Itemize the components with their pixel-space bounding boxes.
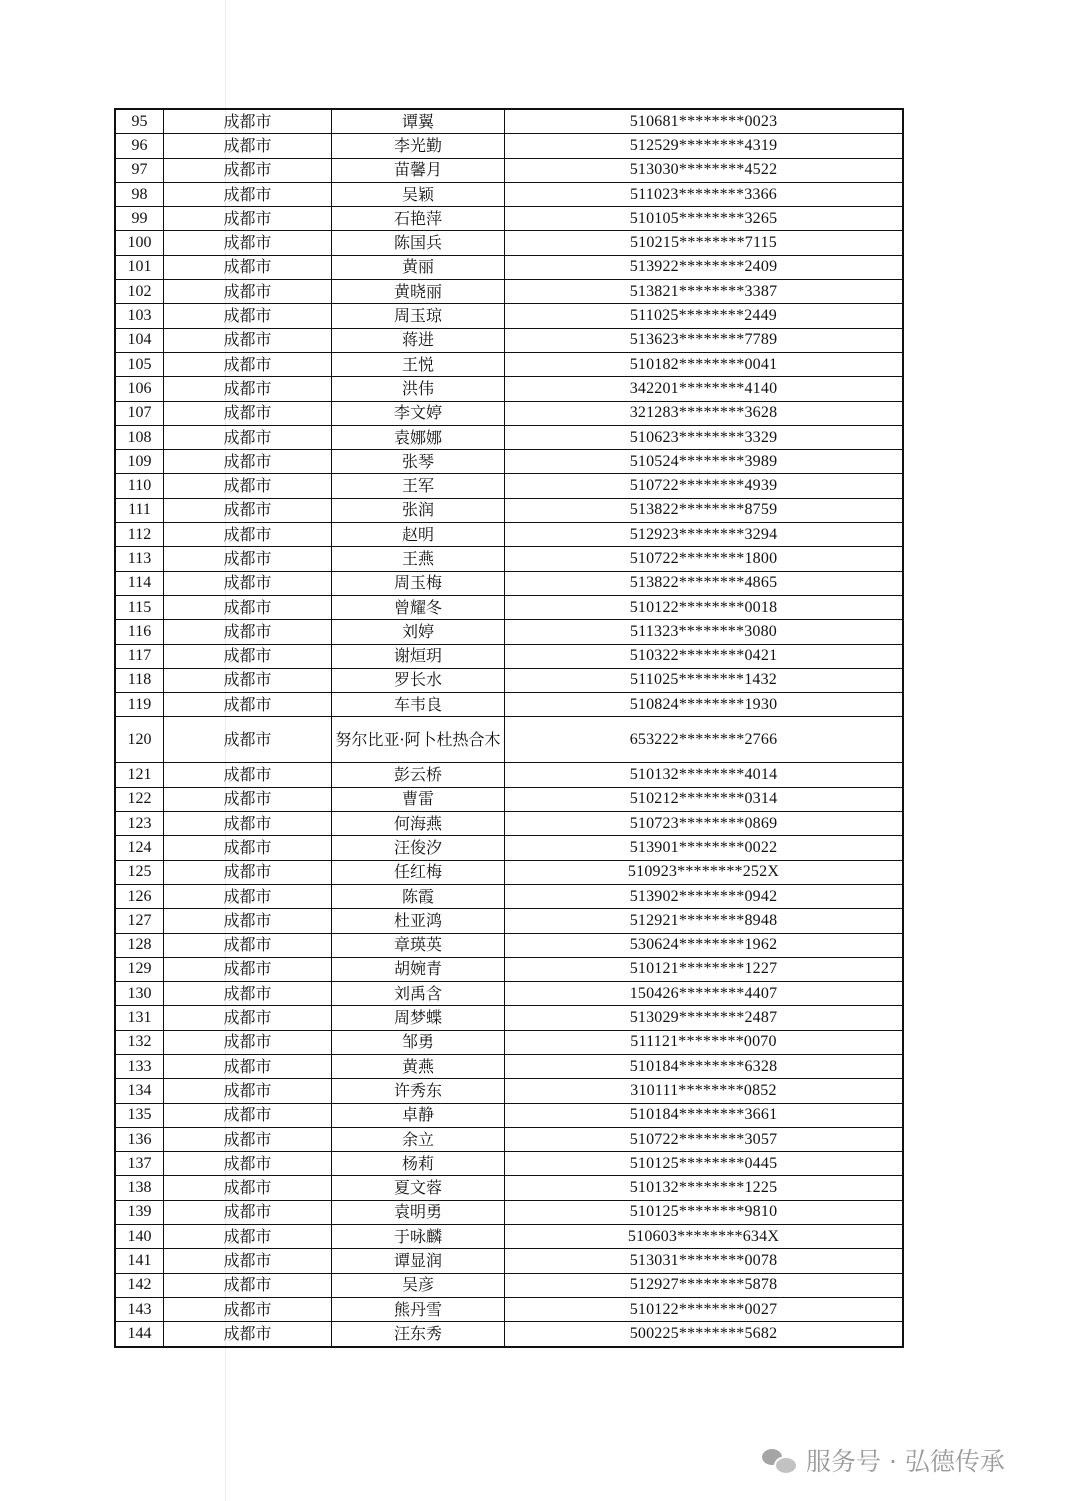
row-city: 成都市 xyxy=(164,425,332,449)
row-city: 成都市 xyxy=(164,547,332,571)
watermark xyxy=(762,1440,1005,1480)
row-number: 142 xyxy=(115,1273,164,1297)
row-name: 曹雷 xyxy=(332,787,505,811)
row-city: 成都市 xyxy=(164,595,332,619)
row-name: 夏文蓉 xyxy=(332,1176,505,1200)
row-city: 成都市 xyxy=(164,836,332,860)
row-name: 袁明勇 xyxy=(332,1200,505,1224)
row-number: 109 xyxy=(115,450,164,474)
table-row xyxy=(115,1079,903,1103)
row-id-number: 510824********1930 xyxy=(505,693,904,717)
row-city: 成都市 xyxy=(164,1127,332,1151)
row-city: 成都市 xyxy=(164,620,332,644)
row-number: 137 xyxy=(115,1152,164,1176)
table-row xyxy=(115,328,903,352)
row-city: 成都市 xyxy=(164,933,332,957)
row-id-number: 510623********3329 xyxy=(505,425,904,449)
row-number: 119 xyxy=(115,693,164,717)
row-name: 谭显润 xyxy=(332,1249,505,1273)
row-city: 成都市 xyxy=(164,158,332,182)
row-city: 成都市 xyxy=(164,401,332,425)
row-number: 102 xyxy=(115,280,164,304)
table-row xyxy=(115,1054,903,1078)
row-city: 成都市 xyxy=(164,571,332,595)
row-id-number: 510182********0041 xyxy=(505,352,904,376)
row-name: 何海燕 xyxy=(332,812,505,836)
table-row xyxy=(115,644,903,668)
row-number: 115 xyxy=(115,595,164,619)
row-number: 132 xyxy=(115,1030,164,1054)
row-name: 谢烜玥 xyxy=(332,644,505,668)
table-row xyxy=(115,1322,903,1347)
row-number: 117 xyxy=(115,644,164,668)
row-city: 成都市 xyxy=(164,1006,332,1030)
table-row xyxy=(115,547,903,571)
row-id-number: 513623********7789 xyxy=(505,328,904,352)
row-city: 成都市 xyxy=(164,693,332,717)
row-id-number: 500225********5682 xyxy=(505,1322,904,1347)
row-number: 134 xyxy=(115,1079,164,1103)
row-number: 110 xyxy=(115,474,164,498)
row-name: 章瑛英 xyxy=(332,933,505,957)
row-name: 黄丽 xyxy=(332,255,505,279)
table-row xyxy=(115,717,903,763)
row-number: 95 xyxy=(115,109,164,134)
table-row xyxy=(115,1249,903,1273)
row-city: 成都市 xyxy=(164,1273,332,1297)
table-row xyxy=(115,182,903,206)
row-name: 石艳萍 xyxy=(332,207,505,231)
row-number: 105 xyxy=(115,352,164,376)
row-id-number: 513031********0078 xyxy=(505,1249,904,1273)
row-number: 124 xyxy=(115,836,164,860)
row-name: 汪东秀 xyxy=(332,1322,505,1347)
row-name: 杨莉 xyxy=(332,1152,505,1176)
row-number: 113 xyxy=(115,547,164,571)
table-row xyxy=(115,982,903,1006)
table-row xyxy=(115,255,903,279)
row-id-number: 653222********2766 xyxy=(505,717,904,763)
table-row xyxy=(115,933,903,957)
row-number: 128 xyxy=(115,933,164,957)
row-city: 成都市 xyxy=(164,1322,332,1347)
row-city: 成都市 xyxy=(164,1200,332,1224)
row-name: 许秀东 xyxy=(332,1079,505,1103)
row-name: 苗馨月 xyxy=(332,158,505,182)
table-row xyxy=(115,231,903,255)
row-name: 汪俊汐 xyxy=(332,836,505,860)
row-name: 袁娜娜 xyxy=(332,425,505,449)
table-row xyxy=(115,474,903,498)
row-name: 周玉梅 xyxy=(332,571,505,595)
row-number: 98 xyxy=(115,182,164,206)
row-name: 刘禹含 xyxy=(332,982,505,1006)
row-id-number: 510184********3661 xyxy=(505,1103,904,1127)
table-row xyxy=(115,450,903,474)
row-id-number: 510215********7115 xyxy=(505,231,904,255)
row-name: 赵明 xyxy=(332,523,505,547)
row-city: 成都市 xyxy=(164,304,332,328)
row-city: 成都市 xyxy=(164,1054,332,1078)
table-row xyxy=(115,957,903,981)
row-id-number: 511323********3080 xyxy=(505,620,904,644)
row-name: 蒋进 xyxy=(332,328,505,352)
table-row xyxy=(115,280,903,304)
row-id-number: 513822********8759 xyxy=(505,498,904,522)
table-row xyxy=(115,836,903,860)
roster-table-body xyxy=(115,109,903,1347)
row-number: 130 xyxy=(115,982,164,1006)
table-row xyxy=(115,1176,903,1200)
row-id-number: 513030********4522 xyxy=(505,158,904,182)
row-id-number: 321283********3628 xyxy=(505,401,904,425)
row-city: 成都市 xyxy=(164,860,332,884)
row-id-number: 511025********1432 xyxy=(505,668,904,692)
roster-table xyxy=(114,108,904,1348)
row-id-number: 342201********4140 xyxy=(505,377,904,401)
row-id-number: 511121********0070 xyxy=(505,1030,904,1054)
row-number: 120 xyxy=(115,717,164,763)
row-id-number: 510722********4939 xyxy=(505,474,904,498)
row-name: 黄燕 xyxy=(332,1054,505,1078)
table-row xyxy=(115,787,903,811)
row-id-number: 510122********0027 xyxy=(505,1297,904,1321)
row-id-number: 513822********4865 xyxy=(505,571,904,595)
row-id-number: 510125********9810 xyxy=(505,1200,904,1224)
row-id-number: 513901********0022 xyxy=(505,836,904,860)
table-row xyxy=(115,1152,903,1176)
table-row xyxy=(115,304,903,328)
row-number: 126 xyxy=(115,884,164,908)
row-name: 余立 xyxy=(332,1127,505,1151)
row-number: 99 xyxy=(115,207,164,231)
row-id-number: 513029********2487 xyxy=(505,1006,904,1030)
row-id-number: 510524********3989 xyxy=(505,450,904,474)
table-row xyxy=(115,668,903,692)
row-id-number: 310111********0852 xyxy=(505,1079,904,1103)
row-name: 努尔比亚·阿卜杜热合木 xyxy=(332,717,505,763)
row-name: 车韦良 xyxy=(332,693,505,717)
row-number: 121 xyxy=(115,763,164,787)
table-row xyxy=(115,352,903,376)
row-id-number: 510722********3057 xyxy=(505,1127,904,1151)
table-row xyxy=(115,595,903,619)
row-number: 116 xyxy=(115,620,164,644)
row-number: 118 xyxy=(115,668,164,692)
table-row xyxy=(115,134,903,158)
row-id-number: 512921********8948 xyxy=(505,909,904,933)
row-city: 成都市 xyxy=(164,644,332,668)
row-name: 胡婉青 xyxy=(332,957,505,981)
row-number: 114 xyxy=(115,571,164,595)
row-name: 刘婷 xyxy=(332,620,505,644)
row-number: 107 xyxy=(115,401,164,425)
table-row xyxy=(115,523,903,547)
row-number: 104 xyxy=(115,328,164,352)
table-row xyxy=(115,109,903,134)
row-number: 138 xyxy=(115,1176,164,1200)
row-city: 成都市 xyxy=(164,377,332,401)
row-id-number: 510923********252X xyxy=(505,860,904,884)
table-row xyxy=(115,812,903,836)
row-name: 王悦 xyxy=(332,352,505,376)
row-name: 洪伟 xyxy=(332,377,505,401)
row-id-number: 510132********1225 xyxy=(505,1176,904,1200)
row-city: 成都市 xyxy=(164,231,332,255)
table-row xyxy=(115,401,903,425)
row-id-number: 510722********1800 xyxy=(505,547,904,571)
row-number: 135 xyxy=(115,1103,164,1127)
row-city: 成都市 xyxy=(164,1030,332,1054)
row-number: 136 xyxy=(115,1127,164,1151)
row-id-number: 510322********0421 xyxy=(505,644,904,668)
row-number: 112 xyxy=(115,523,164,547)
wechat-icon xyxy=(762,1447,796,1473)
row-id-number: 512529********4319 xyxy=(505,134,904,158)
row-city: 成都市 xyxy=(164,812,332,836)
row-name: 周玉琼 xyxy=(332,304,505,328)
row-city: 成都市 xyxy=(164,182,332,206)
row-name: 王军 xyxy=(332,474,505,498)
row-number: 106 xyxy=(115,377,164,401)
row-city: 成都市 xyxy=(164,352,332,376)
row-number: 143 xyxy=(115,1297,164,1321)
row-name: 周梦蝶 xyxy=(332,1006,505,1030)
row-number: 125 xyxy=(115,860,164,884)
row-number: 103 xyxy=(115,304,164,328)
row-id-number: 510723********0869 xyxy=(505,812,904,836)
row-id-number: 510212********0314 xyxy=(505,787,904,811)
row-city: 成都市 xyxy=(164,109,332,134)
table-row xyxy=(115,909,903,933)
row-id-number: 513922********2409 xyxy=(505,255,904,279)
row-number: 100 xyxy=(115,231,164,255)
row-name: 卓静 xyxy=(332,1103,505,1127)
table-row xyxy=(115,1006,903,1030)
row-name: 彭云桥 xyxy=(332,763,505,787)
table-row xyxy=(115,1127,903,1151)
row-name: 李光勤 xyxy=(332,134,505,158)
row-name: 熊丹雪 xyxy=(332,1297,505,1321)
row-city: 成都市 xyxy=(164,668,332,692)
row-city: 成都市 xyxy=(164,1152,332,1176)
row-city: 成都市 xyxy=(164,763,332,787)
row-id-number: 150426********4407 xyxy=(505,982,904,1006)
row-id-number: 512927********5878 xyxy=(505,1273,904,1297)
watermark-text: 服务号 · 弘德传承 xyxy=(806,1447,1005,1476)
row-city: 成都市 xyxy=(164,787,332,811)
row-city: 成都市 xyxy=(164,1225,332,1249)
row-city: 成都市 xyxy=(164,884,332,908)
row-name: 杜亚鸿 xyxy=(332,909,505,933)
row-number: 129 xyxy=(115,957,164,981)
row-number: 131 xyxy=(115,1006,164,1030)
row-city: 成都市 xyxy=(164,523,332,547)
row-city: 成都市 xyxy=(164,1297,332,1321)
row-name: 陈国兵 xyxy=(332,231,505,255)
row-city: 成都市 xyxy=(164,717,332,763)
row-number: 96 xyxy=(115,134,164,158)
table-row xyxy=(115,158,903,182)
row-city: 成都市 xyxy=(164,450,332,474)
row-number: 101 xyxy=(115,255,164,279)
table-row xyxy=(115,377,903,401)
table-row xyxy=(115,693,903,717)
row-name: 王燕 xyxy=(332,547,505,571)
row-city: 成都市 xyxy=(164,909,332,933)
table-row xyxy=(115,207,903,231)
row-id-number: 511023********3366 xyxy=(505,182,904,206)
row-number: 127 xyxy=(115,909,164,933)
row-number: 139 xyxy=(115,1200,164,1224)
row-id-number: 510105********3265 xyxy=(505,207,904,231)
row-id-number: 510121********1227 xyxy=(505,957,904,981)
row-number: 108 xyxy=(115,425,164,449)
row-name: 黄晓丽 xyxy=(332,280,505,304)
row-name: 曾耀冬 xyxy=(332,595,505,619)
row-city: 成都市 xyxy=(164,982,332,1006)
row-id-number: 510122********0018 xyxy=(505,595,904,619)
row-name: 张琴 xyxy=(332,450,505,474)
row-city: 成都市 xyxy=(164,280,332,304)
row-city: 成都市 xyxy=(164,474,332,498)
row-city: 成都市 xyxy=(164,498,332,522)
table-row xyxy=(115,1200,903,1224)
row-id-number: 510603********634X xyxy=(505,1225,904,1249)
table-row xyxy=(115,1297,903,1321)
row-city: 成都市 xyxy=(164,1176,332,1200)
row-name: 谭翼 xyxy=(332,109,505,134)
row-name: 吴颖 xyxy=(332,182,505,206)
row-number: 140 xyxy=(115,1225,164,1249)
row-name: 任红梅 xyxy=(332,860,505,884)
row-city: 成都市 xyxy=(164,255,332,279)
table-row xyxy=(115,1030,903,1054)
row-number: 111 xyxy=(115,498,164,522)
row-number: 141 xyxy=(115,1249,164,1273)
row-name: 陈霞 xyxy=(332,884,505,908)
row-name: 吴彦 xyxy=(332,1273,505,1297)
table-row xyxy=(115,571,903,595)
row-id-number: 513902********0942 xyxy=(505,884,904,908)
table-row xyxy=(115,884,903,908)
row-city: 成都市 xyxy=(164,134,332,158)
row-city: 成都市 xyxy=(164,957,332,981)
table-row xyxy=(115,1225,903,1249)
row-city: 成都市 xyxy=(164,1103,332,1127)
row-id-number: 511025********2449 xyxy=(505,304,904,328)
table-row xyxy=(115,763,903,787)
table-row xyxy=(115,620,903,644)
row-number: 133 xyxy=(115,1054,164,1078)
row-number: 123 xyxy=(115,812,164,836)
row-city: 成都市 xyxy=(164,328,332,352)
row-id-number: 510132********4014 xyxy=(505,763,904,787)
row-number: 97 xyxy=(115,158,164,182)
table-row xyxy=(115,1273,903,1297)
row-number: 122 xyxy=(115,787,164,811)
row-name: 于咏麟 xyxy=(332,1225,505,1249)
row-name: 张润 xyxy=(332,498,505,522)
row-id-number: 513821********3387 xyxy=(505,280,904,304)
row-city: 成都市 xyxy=(164,1249,332,1273)
table-row xyxy=(115,1103,903,1127)
row-id-number: 510184********6328 xyxy=(505,1054,904,1078)
table-row xyxy=(115,425,903,449)
row-id-number: 512923********3294 xyxy=(505,523,904,547)
row-name: 邹勇 xyxy=(332,1030,505,1054)
row-id-number: 530624********1962 xyxy=(505,933,904,957)
table-row xyxy=(115,860,903,884)
row-city: 成都市 xyxy=(164,1079,332,1103)
row-city: 成都市 xyxy=(164,207,332,231)
table-row xyxy=(115,498,903,522)
row-number: 144 xyxy=(115,1322,164,1347)
row-id-number: 510125********0445 xyxy=(505,1152,904,1176)
row-name: 罗长水 xyxy=(332,668,505,692)
row-name: 李文婷 xyxy=(332,401,505,425)
row-id-number: 510681********0023 xyxy=(505,109,904,134)
